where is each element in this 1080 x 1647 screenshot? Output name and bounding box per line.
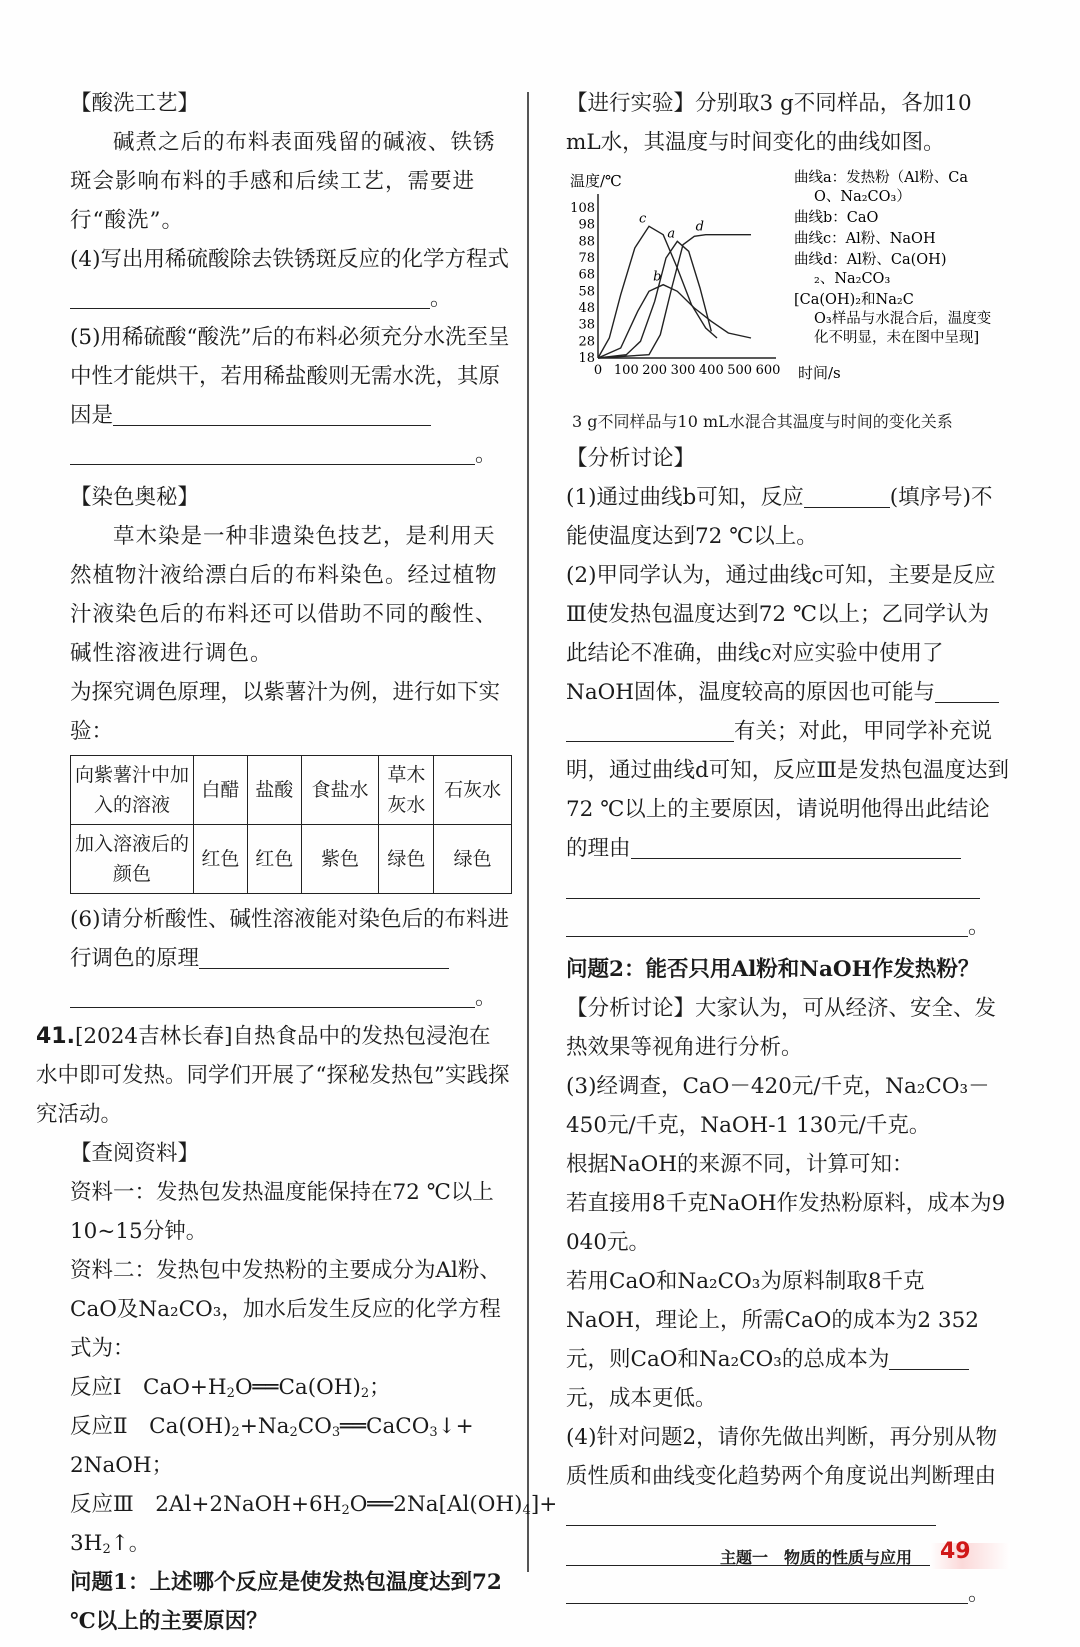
chart-series-a-line: [598, 241, 711, 358]
table-cell: 食盐水: [301, 756, 379, 825]
question-3a: (3)经调查，CaO－420元/千克，Na₂CO₃－450元/千克，NaOH-1 130元/千克。: [566, 1074, 990, 1138]
analysis-2: 【分析讨论】大家认为，可从经济、安全、发热效果等视角进行分析。: [566, 996, 997, 1060]
problem-1: 问题1：上述哪个反应是使发热包温度达到72 ℃以上的主要原因？: [70, 1570, 502, 1634]
question-3b: 根据NaOH的来源不同，计算可知：: [566, 1152, 914, 1177]
chart-y-tick-label: 28: [578, 334, 595, 350]
chart-x-tick-label: 600: [755, 363, 781, 378]
chart-series-d-label: d: [695, 219, 704, 235]
chart-x-tick-label: 0: [593, 363, 603, 378]
answer-blank-q1[interactable]: [804, 485, 890, 508]
question-6: (6)请分析酸性、碱性溶液能对染色后的布料进行调色的原理: [70, 907, 509, 971]
section-dye-text: 草木染是一种非遗染色技艺，是利用天然植物汁液给漂白后的布料染色。经过植物汁液染色后的布料还可以借助不同的酸性、碱性溶液进行调色。: [70, 524, 498, 666]
table-cell: 绿色: [434, 825, 512, 894]
chart-ylabel: 温度/℃: [570, 172, 622, 190]
chart-legend-entry: 曲线d：Al粉、Ca(OH) ₂、Na₂CO₃: [794, 252, 947, 287]
answer-blank-q5b[interactable]: [70, 442, 475, 465]
question-4-right: (4)针对问题2，请你先做出判断，再分别从物质性质和曲线变化趋势两个角度说出判断理由: [566, 1418, 1010, 1535]
section-acid-text: 碱煮之后的布料表面残留的碱液、铁锈斑会影响布料的手感和后续工艺，需要进行“酸洗”。: [70, 130, 496, 233]
chart-legend-entry: 曲线a：发热粉（Al粉、Ca O、Na₂CO₃）: [794, 170, 968, 205]
chart-legend-entry: 曲线b：CaO: [794, 210, 879, 226]
chart-legend-entry: [Ca(OH)₂和Na₂C O₃样品与水混合后，温度变化不明显，未在图中呈现]: [794, 292, 992, 346]
chart-series-c-label: c: [639, 211, 647, 227]
table-header-cell: 加入溶液后的颜色: [71, 825, 194, 894]
chart-y-tick-label: 48: [578, 301, 595, 316]
chart-x-tick-label: 400: [698, 363, 724, 378]
question-41: 41.[2024吉林长春]自热食品中的发热包浸泡在水中即可发热。同学们开展了“探秘发热包”实践探究活动。: [36, 1024, 510, 1127]
chart-x-tick-label: 100: [613, 363, 639, 378]
answer-blank-q2b[interactable]: [566, 719, 734, 742]
table-cell: 白醋: [194, 756, 248, 825]
answer-blank-q4[interactable]: [70, 286, 430, 309]
answer-blank-q2e[interactable]: [566, 914, 968, 937]
reaction-2-cont: 2NaOH；: [70, 1453, 174, 1478]
chart-x-tick-label: 200: [642, 363, 668, 378]
page-number: 49: [940, 1539, 971, 1564]
question-2-cont: 有关；对此，甲同学补充说明，通过曲线d可知，反应Ⅲ是发热包温度达到72 ℃以上的主要原因，请说明他得出此结论的理由: [566, 719, 1009, 861]
question-4-right-end: 。: [566, 1574, 1010, 1613]
explore-text: 为探究调色原理，以紫薯汁为例，进行如下实验：: [70, 680, 501, 744]
answer-blank-q2c[interactable]: [631, 836, 961, 859]
answer-blank-q4r-c[interactable]: [566, 1581, 968, 1604]
table-cell: 紫色: [301, 825, 379, 894]
chart-x-tick-label: 300: [670, 363, 696, 378]
chart-y-tick-label: 88: [578, 234, 595, 250]
chart-y-tick-label: 58: [578, 284, 595, 300]
chart-x-tick-label: 500: [727, 363, 753, 378]
question-6-line2: 。: [70, 978, 510, 1017]
chart-y-tick-label: 68: [578, 267, 595, 283]
consult-title: 【查阅资料】: [70, 1141, 200, 1166]
chart-series-a-label: a: [667, 226, 676, 242]
experiment-text: 【进行实验】分别取3 g不同样品，各加10 mL水，其温度与时间变化的曲线如图。: [566, 91, 972, 155]
chart-caption: 3 g不同样品与10 mL水混合其温度与时间的变化关系: [572, 412, 953, 431]
left-column: [36, 84, 558, 1641]
answer-blank-q5a[interactable]: [113, 403, 431, 426]
answer-blank-q2d[interactable]: [566, 868, 980, 899]
section-acid-title: 【酸洗工艺】: [70, 91, 200, 116]
section-dye-title: 【染色奥秘】: [70, 485, 200, 510]
chart-y-tick-label: 38: [578, 317, 595, 333]
chart-y-tick-label: 98: [578, 217, 595, 233]
table-row: [71, 756, 512, 825]
chart-y-tick-label: 108: [570, 201, 595, 216]
question-41-number: 41.: [36, 1024, 75, 1049]
reaction-3: 反应Ⅲ $2Al+2NaOH+6H_2O══2Na[Al(OH)_4]+$: [70, 1492, 558, 1518]
answer-blank-q6b[interactable]: [70, 985, 475, 1008]
table-cell: 盐酸: [247, 756, 301, 825]
right-column: [566, 84, 1010, 1613]
reaction-3-cont: $3H_2↑$。: [70, 1531, 151, 1557]
answer-blank-q6a[interactable]: [199, 946, 449, 969]
reaction-2: 反应Ⅱ $Ca(OH)_2+Na_2CO_3══CaCO_3↓+$: [70, 1414, 474, 1440]
table-cell: 红色: [194, 825, 248, 894]
question-1: (1)通过曲线b可知，反应 (填序号)不能使温度达到72 ℃以上。: [566, 485, 993, 549]
question-2: (2)甲同学认为，通过曲线c可知，主要是反应Ⅲ使发热包温度达到72 ℃以上；乙同学认为此结论不准确，曲线c对应实验中使用了NaOH固体，温度较高的原因也可能与: [566, 556, 1010, 712]
chart-legend-entry: 曲线c：Al粉、NaOH: [794, 231, 936, 247]
chart-y-tick-label: 78: [578, 251, 595, 266]
question-3c: 若直接用8千克NaOH作发热粉原料，成本为9 040元。: [566, 1191, 1006, 1255]
footer-topic: 主题一 物质的性质与应用: [720, 1548, 913, 1567]
column-divider: [527, 92, 529, 1572]
chart-xlabel: 时间/s: [798, 364, 841, 382]
answer-blank-q4r-a[interactable]: [566, 1503, 936, 1526]
question-5: (5)用稀硫酸“酸洗”后的布料必须充分水洗至呈中性才能烘干，若用稀盐酸则无需水洗，其原因是: [70, 325, 510, 428]
analysis-title: 【分析讨论】: [566, 446, 696, 471]
info-2: 资料二：发热包中发热粉的主要成分为Al粉、CaO及Na₂CO₃，加水后发生反应的化学方程式为：: [70, 1258, 501, 1361]
answer-blank-q3[interactable]: [889, 1347, 969, 1370]
temperature-time-chart: [566, 168, 1010, 396]
table-row: [71, 825, 512, 894]
chart-y-tick-label: 18: [578, 351, 595, 366]
question-2-end: 。: [566, 907, 1010, 946]
table-cell: 草木灰水: [379, 756, 434, 825]
chart-series-b-label: b: [653, 269, 662, 285]
answer-blank-q2a[interactable]: [935, 680, 999, 703]
dye-table: [70, 755, 512, 894]
table-cell: 石灰水: [434, 756, 512, 825]
problem-2: 问题2：能否只用Al粉和NaOH作发热粉？: [566, 957, 980, 982]
question-5-line2: 。: [70, 435, 510, 474]
question-4: (4)写出用稀硫酸除去铁锈斑反应的化学方程式。: [70, 247, 509, 311]
table-header-cell: 向紫薯汁中加入的溶液: [71, 756, 194, 825]
reaction-1: 反应Ⅰ $CaO+H_2O══Ca(OH)_2$；: [70, 1375, 391, 1401]
table-cell: 红色: [247, 825, 301, 894]
table-cell: 绿色: [379, 825, 434, 894]
question-3d: 若用CaO和Na₂CO₃为原料制取8千克NaOH，理论上，所需CaO的成本为2 352元，则CaO和Na₂CO₃的总成本为元，成本更低。: [566, 1269, 979, 1411]
info-1: 资料一：发热包发热温度能保持在72 ℃以上10~15分钟。: [70, 1180, 494, 1244]
